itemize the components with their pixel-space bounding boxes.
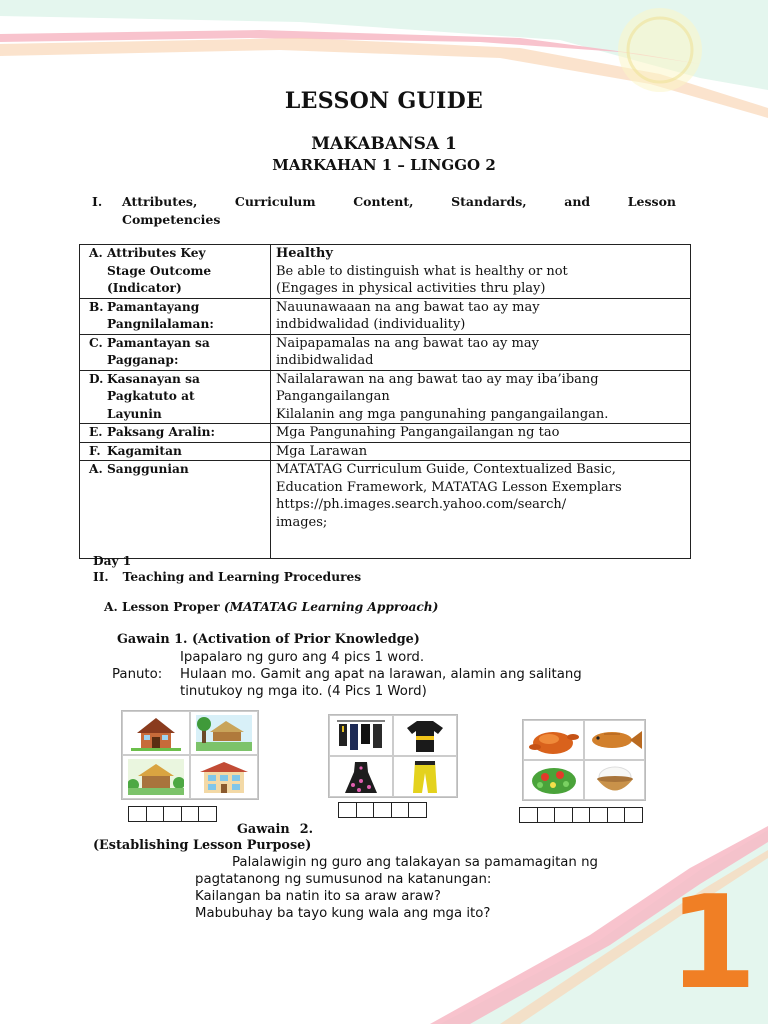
row-value: Mga Pangunahing Pangangailangan ng tao — [271, 424, 691, 443]
gawain2-line2: pagtatanong ng sumusunod na katanungan: — [195, 872, 492, 887]
section-1-line2: Competencies — [122, 212, 221, 227]
row-value: Nauunawaaan na ang bawat tao ay may indbidwalidad (individuality) — [271, 298, 691, 334]
row-label: B. Pamantayang Pangnilalaman: — [80, 298, 271, 334]
puzzle-1-answer-boxes[interactable] — [128, 806, 216, 822]
row-label: C. Pamantayan sa Pagganap: — [80, 334, 271, 370]
row-label: F. Kagamitan — [80, 442, 271, 461]
section-1-number: I. — [92, 194, 103, 209]
grade-badge: 1 — [668, 869, 758, 1018]
table-row — [80, 298, 691, 334]
attributes-table — [79, 244, 691, 559]
row-label: A. Attributes Key Stage Outcome (Indicator) — [80, 245, 271, 299]
row-label: A. Sanggunian — [80, 461, 271, 559]
pants-icon — [393, 756, 457, 797]
table-row — [80, 424, 691, 443]
gawain1-title: Gawain 1. (Activation of Prior Knowledge) — [117, 632, 420, 647]
building-icon — [190, 755, 258, 799]
table-row — [80, 370, 691, 424]
table-row — [80, 461, 691, 559]
row-value: MATATAG Curriculum Guide, Contextualized Basic, Education Framework, MATATAG Lesson Exemplars https://ph.images.search.yahoo.com/search/ images; — [271, 461, 691, 559]
dress-icon — [329, 756, 393, 797]
table-row — [80, 334, 691, 370]
lesson-proper-heading: A. Lesson Proper (MATATAG Learning Approach) — [104, 600, 439, 614]
gawain2-line4: Mabubuhay ba tayo kung wala ang mga ito? — [195, 906, 491, 921]
row-value: Mga Larawan — [271, 442, 691, 461]
gawain1-line3: tinutukoy ng mga ito. (4 Pics 1 Word) — [180, 684, 427, 699]
puzzle-3-pictures — [522, 719, 646, 801]
puzzle-2-answer-boxes[interactable] — [338, 802, 426, 818]
puzzle-3-answer-boxes[interactable] — [519, 807, 642, 823]
gawain2-line3: Kailangan ba natin ito sa araw araw? — [195, 889, 441, 904]
quarter-week-heading: MARKAHAN 1 – LINGGO 2 — [272, 156, 496, 174]
row-label: E. Paksang Aralin: — [80, 424, 271, 443]
clothes-rack-icon — [329, 715, 393, 756]
subject-heading: MAKABANSA 1 — [311, 134, 457, 154]
section-2-heading: II. Teaching and Learning Procedures — [93, 570, 362, 584]
row-value: Naipapamalas na ang bawat tao ay may indibidwalidad — [271, 334, 691, 370]
gawain2-title: Gawain 2. — [237, 822, 314, 837]
row-value: Nailalarawan na ang bawat tao ay may iba’ibang Pangangailangan Kilalanin ang mga pangunahing pangangailangan. — [271, 370, 691, 424]
gawain1-line1: Ipapalaro ng guro ang 4 pics 1 word. — [180, 650, 425, 665]
salad-icon — [523, 760, 584, 800]
puzzle-2-pictures — [328, 714, 458, 798]
tshirt-icon — [393, 715, 457, 756]
nipa-hut-icon — [190, 711, 258, 755]
gawain2-subtitle: (Establishing Lesson Purpose) — [93, 838, 312, 853]
house-icon — [122, 711, 190, 755]
gawain2-line1: Palalawigin ng guro ang talakayan sa pamamagitan ng — [232, 855, 598, 870]
hut-icon — [122, 755, 190, 799]
table-row — [80, 442, 691, 461]
row-value: Healthy Be able to distinguish what is healthy or not (Engages in physical activities thru play) — [271, 245, 691, 299]
row-label: D. Kasanayan sa Pagkatuto at Layunin — [80, 370, 271, 424]
section-1-heading — [92, 193, 676, 229]
roast-chicken-icon — [523, 720, 584, 760]
table-row — [80, 245, 691, 299]
puzzle-1-pictures — [121, 710, 259, 800]
gawain1-panuto-label: Panuto: — [112, 667, 163, 682]
fish-icon — [584, 720, 645, 760]
page-title: LESSON GUIDE — [284, 88, 484, 114]
rice-bowl-icon — [584, 760, 645, 800]
gawain1-line2: Hulaan mo. Gamit ang apat na larawan, alamin ang salitang — [180, 667, 582, 682]
section-1-line1: Attributes, Curriculum Content, Standards, and Lesson — [122, 194, 676, 209]
day-label: Day 1 — [93, 554, 132, 568]
